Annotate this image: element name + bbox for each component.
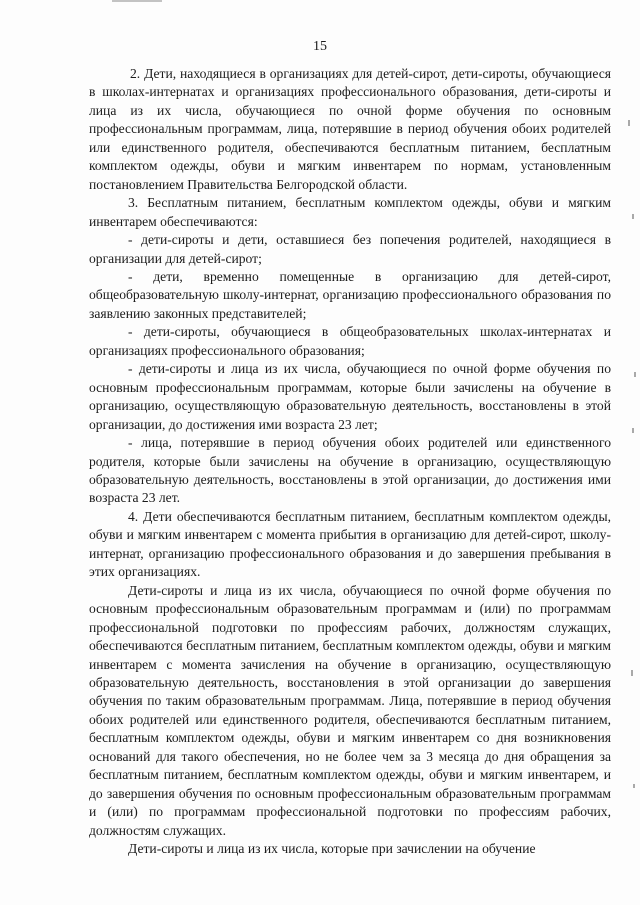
paragraph-continued: Дети-сироты и лица из их числа, которые при зачислении на обучение	[128, 841, 536, 857]
paragraph-2: 2. Дети, находящиеся в организациях для детей-сирот, дети-сироты, обучающиеся в школах-интернатах и организациях профессионального образования, дети-сироты и лица из их числа, обучающиеся по очной форме обучения по основным профессиональным программам, лица, потерявшие в период обучения обоих родителей или единственного родителя, обеспечиваются бесплатным питанием, бесплатным комплектом одежды, обуви и мягким инвентарем по нормам, установленным постановлением Правительства Белгородской области.	[89, 66, 611, 192]
list-item-lost-parents: - лица, потерявшие в период обучения обоих родителей или единственного родителя, которые были зачислены на обучение в организацию, осуществляющую образовательную деятельность, восстановлены в этой организации, до достижения ими возраста 23 лет.	[89, 435, 611, 506]
list-item-orphans-in-organizations: - дети-сироты и дети, оставшиеся без попечения родителей, находящиеся в организации для детей-сирот;	[89, 232, 611, 266]
scan-artifact-right-2	[632, 214, 634, 219]
paragraph-3: 3. Бесплатным питанием, бесплатным комплектом одежды, обуви и мягким инвентарем обеспечиваются:	[89, 195, 611, 229]
scan-artifact-right-1	[628, 120, 630, 126]
list-item-temporarily-placed: - дети, временно помещенные в организацию для детей-сирот, общеобразовательную школу-интернат, организацию профессионального образования по заявлению законных представителей;	[89, 268, 611, 321]
paragraph-provision-period: Дети-сироты и лица из их числа, обучающиеся по очной форме обучения по основным профессиональным образовательным программам и (или) по программам профессиональной подготовки по профессиям рабочих, должностям служащих, обеспечиваются бесплатным питанием, бесплатным комплектом одежды, обуви и мягким инвентарем с момента зачисления на обучение в организацию, осуществляющую образовательную деятельность, восстановления в этой организации до завершения обучения по таким образовательным программам. Лица, потерявшие в период обучения обоих родителей или единственного родителя, обеспечиваются бесплатным питанием, бесплатным комплектом одежды, обуви и мягким инвентарем со дня возникновения оснований для такого обеспечения, но не более чем за 3 месяца до дня обращения за бесплатным питанием, бесплатным комплектом одежды, обуви и мягким инвентарем, и до завершения обучения по основным профессиональным образовательным программам и (или) по программам профессиональной подготовки по профессиям рабочих, должностям служащих.	[89, 582, 611, 838]
document-body	[89, 65, 611, 858]
scan-artifact-right-5	[631, 670, 633, 676]
scan-artifact-right-3	[634, 372, 636, 377]
list-item-full-time-students: - дети-сироты и лица из их числа, обучающиеся по очной форме обучения по основным профессиональным программам, которые были зачислены на обучение в организацию, осуществляющую образовательную деятельность, восстановлены в этой организации, до достижения ими возраста 23 лет;	[89, 361, 611, 432]
page-number: 15	[313, 39, 327, 54]
scan-artifact-right-6	[633, 784, 635, 788]
scan-artifact-right-4	[632, 428, 634, 433]
list-item-boarding-schools: - дети-сироты, обучающиеся в общеобразовательных школах-интернатах и организациях профессионального образования;	[89, 324, 611, 358]
scan-artifact-top	[112, 0, 162, 2]
paragraph-4: 4. Дети обеспечиваются бесплатным питанием, бесплатным комплектом одежды, обуви и мягким инвентарем с момента прибытия в организацию для детей-сирот, школу-интернат, организацию профессионального образования и до завершения пребывания в этих организациях.	[89, 508, 611, 580]
